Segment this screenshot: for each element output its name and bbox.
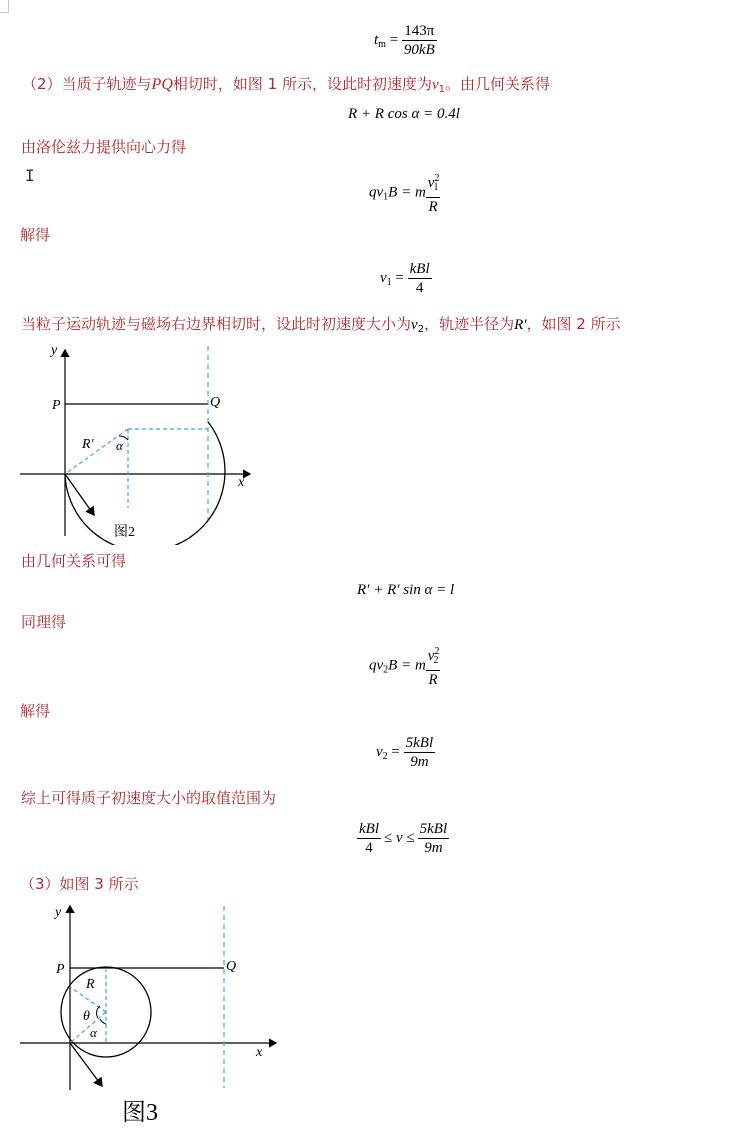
text-cursor-icon: I — [25, 166, 35, 185]
figure-3 — [18, 900, 298, 1130]
equation-geometry-2: R′ + R′ sin α = l — [357, 582, 455, 598]
paragraph-lorentz: 由洛伦兹力提供向心力得 — [21, 138, 187, 156]
paragraph-range-summary: 综上可得质子初速度大小的取值范围为 — [21, 789, 277, 807]
equation-tm: $t_m$ = $\frac{143\pi}{90kB}$ — [374, 23, 435, 58]
velocity-arrow — [70, 1043, 102, 1086]
paragraph-solve-2: 解得 — [20, 702, 51, 720]
paragraph-geometry-2: 由几何关系可得 — [21, 552, 127, 570]
label-r-prime: R′ — [82, 437, 94, 452]
label-alpha: α — [116, 438, 123, 453]
paragraph-similarly: 同理得 — [21, 613, 67, 631]
label-r: R — [86, 977, 95, 992]
label-p: P — [56, 962, 65, 977]
paragraph-part3: （3）如图 3 所示 — [20, 875, 139, 893]
figure-2 — [18, 340, 278, 545]
equation-lorentz-2: $qv_2B = m$ $\frac{v^2_2}{R}$ — [369, 643, 440, 689]
equation-lorentz-1: $qv_1B = m$ $\frac{v^2_1}{R}$ — [369, 170, 440, 216]
equation-geometry-1: R + R cos α = 0.4l — [348, 106, 460, 122]
label-y: y — [51, 343, 58, 358]
label-theta: θ — [83, 1009, 90, 1024]
paragraph-right-boundary: 当粒子运动轨迹与磁场右边界相切时，设此时初速度大小为$v_2$，轨迹半径为R′，如图 2 所示 — [21, 315, 621, 335]
label-x: x — [256, 1045, 263, 1060]
label-x: x — [238, 475, 245, 490]
velocity-arrow — [65, 474, 94, 515]
label-q: Q — [210, 395, 221, 410]
label-q: Q — [226, 959, 237, 974]
label-alpha: α — [90, 1025, 97, 1040]
equation-v1: $v_1$ = $\frac{\text{kBl}}{4}$ — [380, 261, 430, 296]
equation-v2: $v_2$ = $\frac{\text{5kBl}}{9m}$ — [376, 735, 434, 770]
equation-velocity-range: $\frac{\text{kBl}}{4}$ ≤ v ≤ $\frac{\text{5kBl}}{9m}$ — [359, 821, 448, 856]
page-corner-mark — [0, 0, 9, 13]
label-y: y — [55, 905, 62, 920]
figure-2-caption: 图2 — [114, 525, 135, 540]
paragraph-part2-intro: （2）当质子轨迹与PQ相切时，如图 1 所示，设此时初速度为$v_1$。由几何关系得 — [22, 75, 551, 95]
alpha-arc — [100, 1019, 106, 1024]
paragraph-solve-1: 解得 — [20, 226, 51, 244]
label-p: P — [52, 398, 61, 413]
figure-3-caption: 图3 — [122, 1100, 158, 1126]
